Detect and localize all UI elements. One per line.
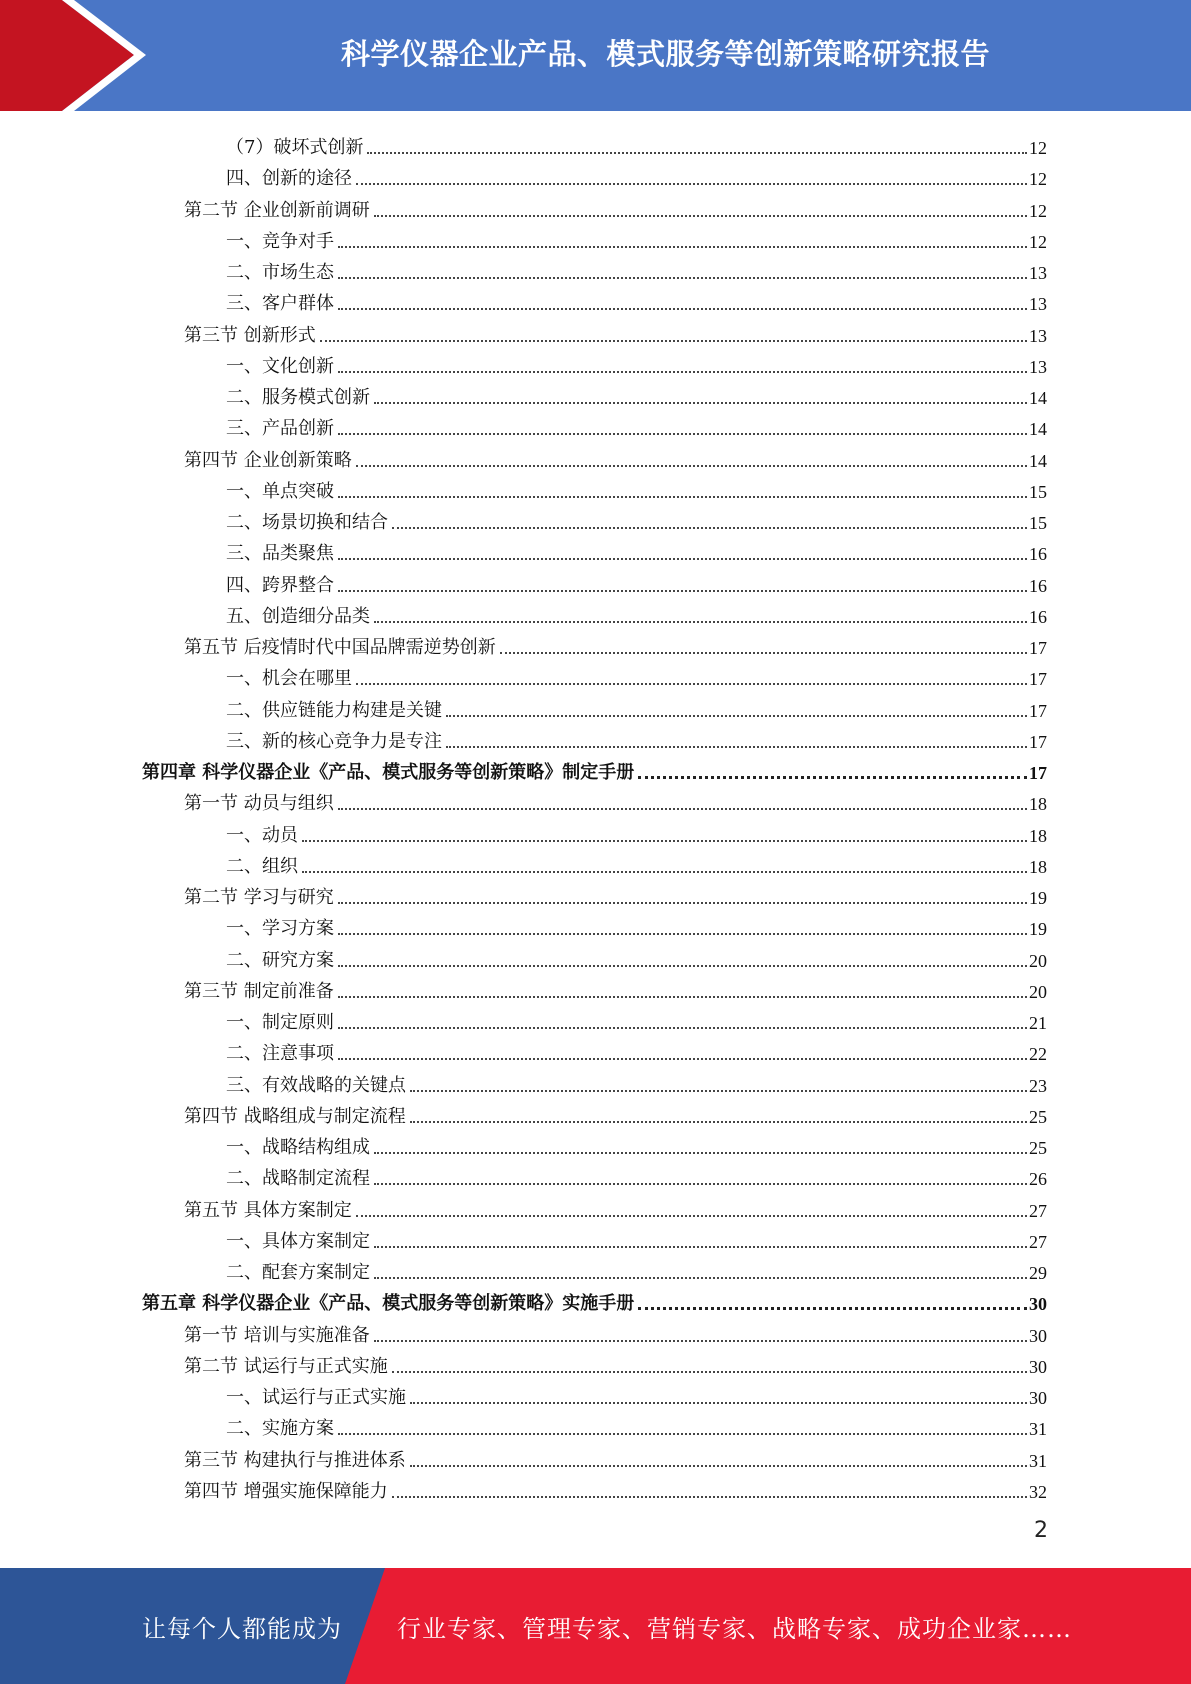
toc-entry-page: 27	[1029, 1200, 1047, 1221]
toc-dot-leader	[374, 1277, 1027, 1279]
toc-entry[interactable]	[226, 1034, 1047, 1065]
toc-dot-leader	[374, 1340, 1027, 1342]
toc-entry[interactable]	[226, 1003, 1047, 1034]
toc-entry-label: 一、文化创新	[226, 355, 334, 377]
toc-dot-leader	[338, 308, 1027, 310]
toc-entry-label: 第三节 创新形式	[184, 324, 316, 346]
toc-entry-page: 20	[1029, 981, 1047, 1002]
toc-entry-label: 第五节 后疫情时代中国品牌需逆势创新	[184, 637, 496, 658]
toc-entry-page: 15	[1029, 481, 1047, 502]
toc-entry-page: 29	[1029, 1263, 1047, 1283]
toc-entry-page: 30	[1029, 1356, 1047, 1377]
toc-dot-leader	[338, 933, 1027, 935]
toc-entry-label: 一、机会在哪里	[226, 668, 352, 690]
toc-entry-page: 15	[1029, 513, 1047, 533]
toc-entry-label: 第二节 企业创新前调研	[184, 199, 370, 221]
toc-entry-page: 21	[1029, 1013, 1047, 1033]
report-title: 科学仪器企业产品、模式服务等创新策略研究报告	[340, 36, 990, 71]
toc-entry-page: 17	[1029, 763, 1047, 783]
toc-entry[interactable]	[226, 159, 1047, 190]
toc-entry-page: 32	[1029, 1481, 1047, 1502]
toc-entry-label: 一、动员	[226, 824, 298, 846]
toc-dot-leader	[338, 277, 1027, 279]
toc-dot-leader	[356, 683, 1027, 685]
toc-dot-leader	[446, 715, 1027, 717]
toc-entry-label: 三、新的核心竞争力是专注	[226, 730, 442, 752]
toc-dot-leader	[374, 402, 1027, 404]
toc-entry[interactable]	[226, 691, 1047, 722]
toc-dot-leader	[392, 527, 1027, 529]
toc-entry-page: 13	[1029, 294, 1047, 315]
toc-entry-page: 14	[1029, 388, 1047, 408]
page-number: 2	[1034, 1518, 1048, 1543]
toc-entry[interactable]	[226, 128, 1047, 159]
toc-entry-page: 13	[1029, 325, 1047, 346]
toc-entry[interactable]	[226, 253, 1047, 284]
toc-entry-page: 18	[1029, 856, 1047, 877]
toc-entry-page: 16	[1029, 606, 1047, 627]
toc-entry-label: 第五章 科学仪器企业《产品、模式服务等创新策略》实施手册	[142, 1293, 635, 1315]
toc-entry-page: 26	[1029, 1169, 1047, 1190]
toc-entry-page: 23	[1029, 1075, 1047, 1096]
toc-dot-leader	[374, 215, 1027, 217]
toc-dot-leader	[338, 496, 1027, 498]
toc-dot-leader	[410, 1402, 1027, 1404]
toc-entry[interactable]	[184, 628, 1047, 659]
toc-entry-label: 二、实施方案	[226, 1418, 334, 1440]
toc-entry-page: 12	[1029, 169, 1047, 190]
toc-entry[interactable]	[184, 316, 1047, 347]
footer-slogan-right: 行业专家、管理专家、营销专家、战略专家、成功企业家……	[397, 1614, 1072, 1643]
toc-entry[interactable]	[226, 816, 1047, 847]
toc-dot-leader	[338, 433, 1027, 435]
toc-entry[interactable]	[226, 222, 1047, 253]
toc-entry[interactable]	[142, 1284, 1047, 1315]
toc-dot-leader	[338, 590, 1027, 592]
toc-entry-page: 14	[1029, 450, 1047, 471]
toc-entry-page: 25	[1029, 1138, 1047, 1158]
toc-dot-leader	[410, 1121, 1027, 1123]
toc-entry[interactable]	[226, 409, 1047, 440]
toc-entry[interactable]	[226, 1128, 1047, 1159]
toc-entry-page: 16	[1029, 575, 1047, 596]
toc-dot-leader	[392, 1496, 1027, 1498]
toc-entry-label: 二、供应链能力构建是关键	[226, 699, 442, 721]
toc-entry[interactable]	[226, 347, 1047, 378]
toc-entry-page: 13	[1029, 263, 1047, 283]
toc-entry-page: 12	[1029, 138, 1047, 158]
toc-entry[interactable]	[226, 1222, 1047, 1253]
toc-dot-leader	[338, 1433, 1027, 1435]
toc-entry-label: 第四节 战略组成与制定流程	[184, 1105, 406, 1127]
toc-entry-label: 第一节 培训与实施准备	[184, 1324, 370, 1346]
toc-entry-label: 二、配套方案制定	[226, 1262, 370, 1283]
toc-entry-page: 13	[1029, 356, 1047, 377]
toc-entry-label: 一、竞争对手	[226, 230, 334, 252]
toc-entry[interactable]	[226, 503, 1047, 534]
toc-dot-leader	[338, 965, 1027, 967]
toc-entry-label: 五、创造细分品类	[226, 605, 370, 627]
toc-entry-label: 一、战略结构组成	[226, 1137, 370, 1158]
toc-dot-leader	[374, 1183, 1027, 1185]
toc-dot-leader	[302, 871, 1027, 873]
toc-entry[interactable]	[184, 1316, 1047, 1347]
toc-entry-page: 17	[1029, 731, 1047, 752]
toc-dot-leader	[338, 902, 1027, 904]
toc-entry[interactable]	[184, 191, 1047, 222]
toc-dot-leader	[392, 1371, 1027, 1373]
toc-entry-page: 14	[1029, 419, 1047, 440]
toc-entry-label: 二、研究方案	[226, 949, 334, 971]
toc-entry[interactable]	[184, 1441, 1047, 1472]
toc-entry-label: 三、客户群体	[226, 293, 334, 315]
toc-entry[interactable]	[226, 941, 1047, 972]
toc-entry-page: 16	[1029, 544, 1047, 565]
toc-dot-leader	[410, 1090, 1027, 1092]
toc-entry-page: 19	[1029, 919, 1047, 940]
toc-entry-label: 二、场景切换和结合	[226, 512, 388, 533]
toc-dot-leader	[446, 746, 1027, 748]
toc-dot-leader	[338, 808, 1027, 810]
toc-entry[interactable]	[226, 1253, 1047, 1284]
toc-entry[interactable]	[226, 1159, 1047, 1190]
toc-dot-leader	[638, 776, 1027, 779]
toc-dot-leader	[356, 465, 1027, 467]
toc-dot-leader	[374, 1152, 1027, 1154]
toc-entry-label: 二、市场生态	[226, 262, 334, 283]
toc-entry-page: 17	[1029, 669, 1047, 690]
toc-dot-leader	[338, 1027, 1027, 1029]
toc-entry[interactable]	[184, 972, 1047, 1003]
toc-entry-label: 第二节 试运行与正式实施	[184, 1355, 388, 1377]
toc-entry[interactable]	[226, 659, 1047, 690]
toc-entry-label: 一、试运行与正式实施	[226, 1387, 406, 1408]
toc-entry-label: 第二节 学习与研究	[184, 887, 334, 908]
toc-entry[interactable]	[184, 1191, 1047, 1222]
toc-entry-page: 25	[1029, 1106, 1047, 1127]
footer-slogan-left: 让每个人都能成为	[142, 1614, 342, 1643]
toc-entry-label: 第四节 企业创新策略	[184, 449, 352, 471]
page-footer	[0, 1568, 1191, 1684]
toc-dot-leader	[338, 1058, 1027, 1060]
toc-entry-label: （7）破坏式创新	[226, 137, 364, 158]
toc-entry-page: 31	[1029, 1419, 1047, 1440]
toc-entry-page: 30	[1029, 1388, 1047, 1408]
toc-entry[interactable]	[226, 566, 1047, 597]
toc-entry[interactable]	[142, 753, 1047, 784]
toc-dot-leader	[356, 183, 1027, 185]
toc-dot-leader	[338, 371, 1027, 373]
toc-entry-label: 二、服务模式创新	[226, 387, 370, 408]
toc-entry-page: 22	[1029, 1044, 1047, 1065]
toc-entry-label: 第一节 动员与组织	[184, 793, 334, 815]
toc-entry-label: 二、注意事项	[226, 1043, 334, 1065]
toc-dot-leader	[638, 1307, 1027, 1310]
toc-dot-leader	[302, 840, 1027, 842]
toc-entry-page: 12	[1029, 200, 1047, 221]
toc-entry-label: 第三节 制定前准备	[184, 980, 334, 1002]
toc-entry[interactable]	[226, 284, 1047, 315]
toc-entry-label: 一、单点突破	[226, 480, 334, 502]
toc-entry-label: 二、组织	[226, 855, 298, 877]
toc-entry-page: 30	[1029, 1294, 1047, 1315]
toc-entry[interactable]	[226, 597, 1047, 628]
toc-entry-label: 第五节 具体方案制定	[184, 1199, 352, 1221]
toc-entry-page: 19	[1029, 888, 1047, 908]
toc-entry-label: 第四节 增强实施保障能力	[184, 1480, 388, 1502]
toc-entry[interactable]	[226, 472, 1047, 503]
header-arrow-decoration	[0, 0, 180, 111]
toc-entry-label: 三、品类聚焦	[226, 543, 334, 565]
toc-entry-label: 第三节 构建执行与推进体系	[184, 1449, 406, 1471]
toc-dot-leader	[500, 652, 1027, 654]
toc-entry-page: 31	[1029, 1450, 1047, 1471]
toc-entry[interactable]	[184, 1097, 1047, 1128]
toc-entry[interactable]	[184, 1472, 1047, 1503]
toc-entry-page: 17	[1029, 700, 1047, 721]
toc-entry[interactable]	[184, 784, 1047, 815]
toc-entry-page: 17	[1029, 638, 1047, 658]
toc-entry-label: 四、创新的途径	[226, 168, 352, 190]
toc-entry-label: 一、制定原则	[226, 1012, 334, 1033]
toc-dot-leader	[374, 1246, 1027, 1248]
toc-entry-label: 第四章 科学仪器企业《产品、模式服务等创新策略》制定手册	[142, 762, 635, 783]
toc-dot-leader	[367, 152, 1027, 154]
toc-entry[interactable]	[226, 722, 1047, 753]
toc-entry[interactable]	[226, 378, 1047, 409]
toc-entry-page: 20	[1029, 950, 1047, 971]
toc-entry[interactable]	[184, 441, 1047, 472]
toc-entry-label: 三、产品创新	[226, 418, 334, 440]
toc-dot-leader	[338, 996, 1027, 998]
toc-entry-label: 一、具体方案制定	[226, 1230, 370, 1252]
toc-dot-leader	[374, 621, 1027, 623]
toc-entry-page: 27	[1029, 1231, 1047, 1252]
toc-entry[interactable]	[226, 847, 1047, 878]
toc-dot-leader	[356, 1215, 1027, 1217]
toc-entry[interactable]	[226, 909, 1047, 940]
toc-dot-leader	[338, 246, 1027, 248]
toc-entry[interactable]	[226, 1066, 1047, 1097]
toc-dot-leader	[338, 558, 1027, 560]
toc-dot-leader	[320, 340, 1027, 342]
toc-entry[interactable]	[184, 878, 1047, 909]
toc-entry[interactable]	[226, 534, 1047, 565]
toc-entry-page: 18	[1029, 825, 1047, 846]
toc-entry-label: 三、有效战略的关键点	[226, 1074, 406, 1096]
toc-entry[interactable]	[226, 1378, 1047, 1409]
toc-entry[interactable]	[226, 1409, 1047, 1440]
toc-entry-page: 12	[1029, 231, 1047, 252]
toc-dot-leader	[410, 1465, 1027, 1467]
toc-entry[interactable]	[184, 1347, 1047, 1378]
toc-entry-label: 二、战略制定流程	[226, 1168, 370, 1190]
toc-entry-page: 18	[1029, 794, 1047, 815]
page-header	[0, 0, 1191, 111]
toc-entry-label: 四、跨界整合	[226, 574, 334, 596]
toc-entry-page: 30	[1029, 1325, 1047, 1346]
toc-entry-label: 一、学习方案	[226, 918, 334, 940]
